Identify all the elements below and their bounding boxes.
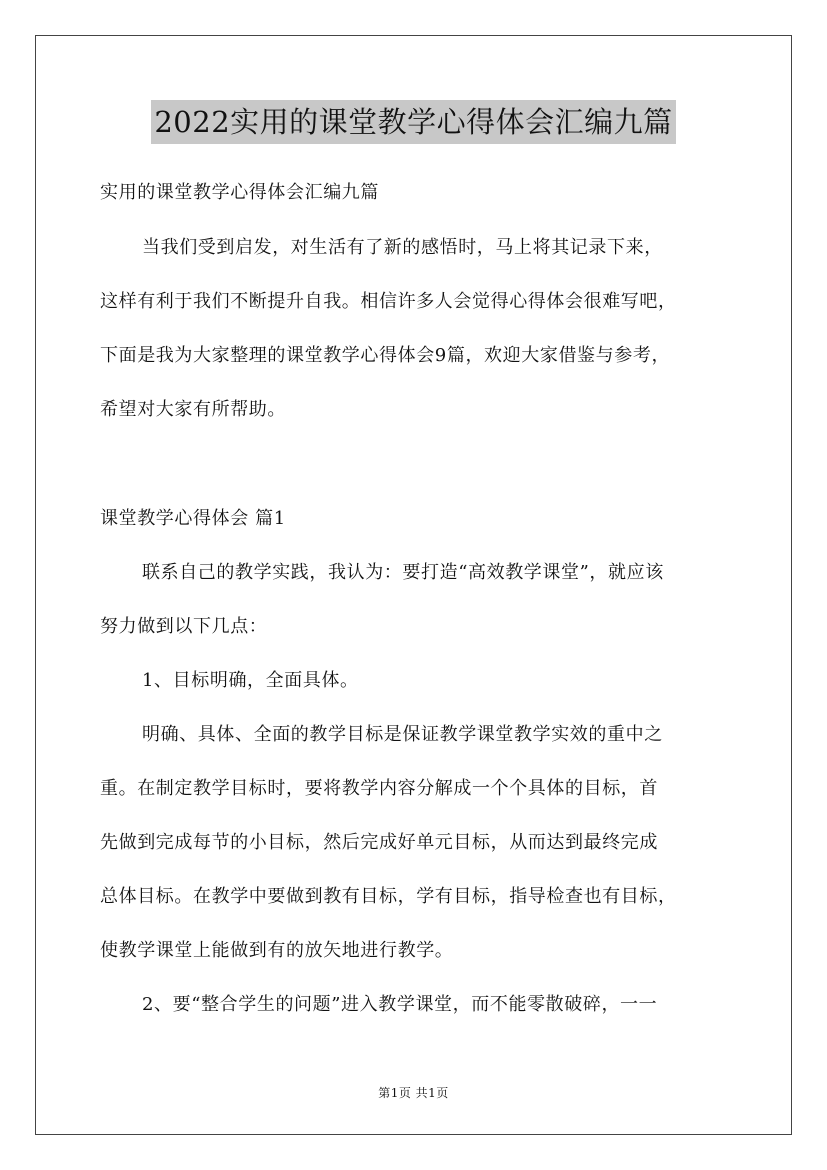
body-line-6: 先做到完成每节的小目标，然后完成好单元目标，从而达到最终完成 bbox=[100, 832, 658, 853]
title-container bbox=[0, 100, 827, 144]
document-title: 2022实用的课堂教学心得体会汇编九篇 bbox=[151, 100, 675, 144]
document-subtitle: 实用的课堂教学心得体会汇编九篇 bbox=[100, 182, 379, 203]
body-line-1: 联系自己的教学实践，我认为：要打造“高效教学课堂”，就应该 bbox=[142, 562, 664, 583]
body-line-9: 2、要“整合学生的问题”进入教学课堂，而不能零散破碎，一一 bbox=[142, 994, 658, 1015]
body-line-7: 总体目标。在教学中要做到教有目标，学有目标，指导检查也有目标， bbox=[100, 886, 677, 907]
page-footer: 第1页 共1页 bbox=[378, 1086, 449, 1100]
intro-line-1: 当我们受到启发，对生活有了新的感悟时，马上将其记录下来， bbox=[142, 237, 663, 258]
body-line-4: 明确、具体、全面的教学目标是保证教学课堂教学实效的重中之 bbox=[142, 724, 663, 745]
intro-line-3: 下面是我为大家整理的课堂教学心得体会9篇，欢迎大家借鉴与参考， bbox=[100, 345, 671, 366]
body-line-8: 使教学课堂上能做到有的放矢地进行教学。 bbox=[100, 940, 454, 961]
body-line-5: 重。在制定教学目标时，要将教学内容分解成一个个具体的目标，首 bbox=[100, 778, 658, 799]
intro-line-2: 这样有利于我们不断提升自我。相信许多人会觉得心得体会很难写吧， bbox=[100, 291, 677, 312]
body-line-2: 努力做到以下几点： bbox=[100, 616, 268, 637]
intro-line-4: 希望对大家有所帮助。 bbox=[100, 399, 286, 420]
body-line-3: 1、目标明确，全面具体。 bbox=[142, 670, 359, 691]
section-heading: 课堂教学心得体会 篇1 bbox=[100, 508, 286, 529]
